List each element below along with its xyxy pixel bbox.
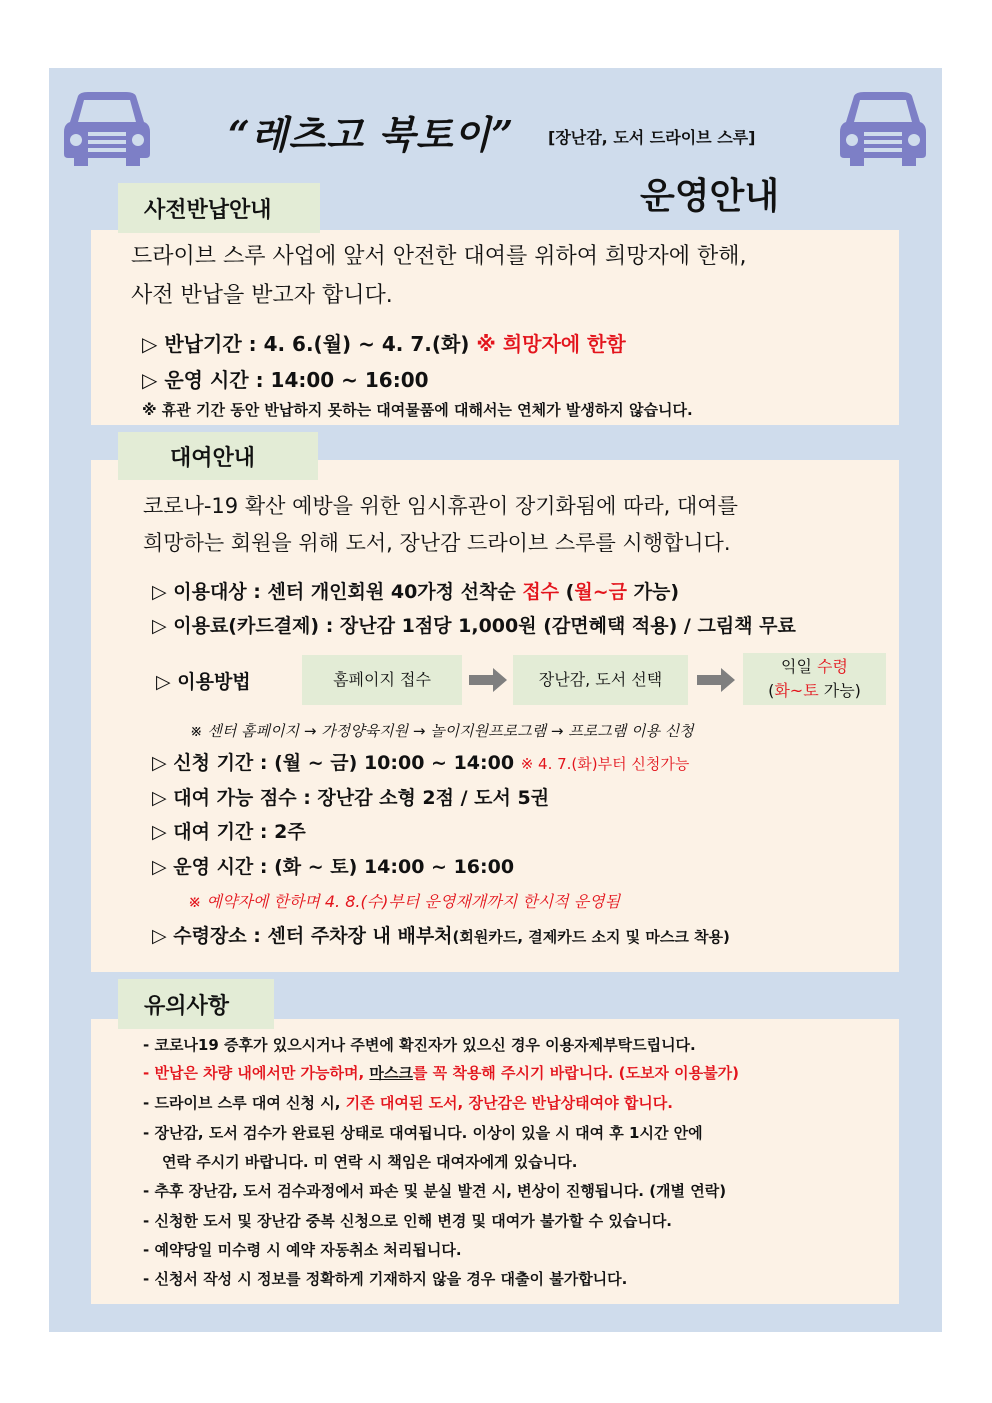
flow-paren: ( [768,681,775,700]
caution-item-3-b: 기존 대여된 도서, 장난감은 반납상태여야 합니다. [345,1094,673,1112]
caution-item-2-a: - 반납은 차량 내에서만 가능하며, [143,1064,365,1082]
return-period-note: ※ 희망자에 한함 [476,332,626,356]
bullet: ▷ [152,752,167,774]
caution-item-3 [143,1092,673,1113]
flow-step-select: 장난감, 도서 선택 [513,655,688,705]
rental-hours [152,852,514,879]
page-title: “레츠고 북토이” [228,112,515,157]
rental-place [152,921,730,948]
rental-path-note: ※ 센터 홈페이지 → 가정양육지원 → 놀이지원프로그램 → 프로그램 이용 신청 [190,722,694,740]
rental-hours-note: ※ 예약자에 한하며 4. 8.(수)부터 운영재개까지 한시적 운영됨 [188,892,621,911]
caution-item-1: - 코로나19 증후가 있으시거나 주변에 확진자가 있으신 경우 이용자제부탁드립니다. [143,1036,696,1054]
rental-target [152,577,679,604]
rental-count-text: 대여 가능 점수 : 장난감 소형 2점 / 도서 5권 [173,787,550,809]
caution-item-2-mask: 마스크 [369,1064,413,1082]
rental-target-text: 이용대상 : 센터 개인회원 40가정 선착순 [173,581,516,603]
rental-place-text: 수령장소 : 센터 주차장 내 배부처 [173,925,453,947]
caution-item-4-line1: - 장난감, 도서 검수가 완료된 상태로 대여됩니다. 이상이 있을 시 대여 후 1시간 안에 [143,1124,703,1142]
rental-intro-line2: 희망하는 회원을 위해 도서, 장난감 드라이브 스루를 시행합니다. [143,531,731,555]
page-subtitle: [장난감, 도서 드라이브 스루] [548,128,756,147]
caution-item-2 [143,1062,739,1083]
return-hours-text: 운영 시간 : 14:00 ~ 16:00 [164,368,429,392]
rental-hours-text: 운영 시간 : (화 ~ 토) 14:00 ~ 16:00 [173,856,515,878]
rental-method-label: 이용방법 [177,671,251,693]
return-period [142,328,626,357]
car-icon [840,92,926,166]
bullet: ▷ [142,332,158,356]
rental-duration [152,817,306,844]
flow-days: 화~토 [774,681,819,700]
rental-target-paren: ( [565,581,575,603]
return-intro-line2: 사전 반납을 받고자 합니다. [131,283,393,308]
caution-item-2-c: 를 꼭 착용해 주시기 바랍니다. (도보자 이용불가) [412,1064,739,1082]
caution-item-7: - 예약당일 미수령 시 예약 자동취소 처리됩니다. [143,1241,462,1259]
rental-target-accept: 접수 [522,581,560,603]
rental-method [156,667,251,694]
caution-item-6: - 신청한 도서 및 장난감 중복 신청으로 인해 변경 및 대여가 불가할 수 있습니다. [143,1212,673,1230]
rental-apply-note: ※ 4. 7.(화)부터 신청가능 [520,755,690,773]
bullet: ▷ [152,925,167,947]
flow-next-day: 익일 [781,657,812,676]
caution-item-4-line2: 연락 주시기 바랍니다. 미 연락 시 책임은 대여자에게 있습니다. [162,1153,578,1171]
rental-duration-text: 대여 기간 : 2주 [173,821,306,843]
rental-apply-text: 신청 기간 : (월 ~ 금) 10:00 ~ 14:00 [173,752,515,774]
caution-item-8: - 신청서 작성 시 정보를 정확하게 기재하지 않을 경우 대출이 불가합니다. [143,1270,628,1288]
flow-step-pickup [743,653,886,705]
bullet: ▷ [152,787,167,809]
rental-count [152,783,549,810]
caution-tab: 유의사항 [118,979,274,1029]
car-icon [64,92,150,166]
caution-item-3-a: - 드라이브 스루 대여 신청 시, [143,1094,341,1112]
bullet: ▷ [142,368,158,392]
rental-target-days: 월~금 [574,581,627,603]
caution-item-5: - 추후 장난감, 도서 검수과정에서 파손 및 분실 발견 시, 변상이 진행됩니다. (개별 연락) [143,1182,727,1200]
bullet: ▷ [152,581,167,603]
rental-fee [152,611,796,638]
return-tab: 사전반납안내 [118,183,320,233]
arrow-right-icon [697,668,735,692]
return-hours [142,364,429,393]
rental-place-note: (회원카드, 결제카드 소지 및 마스크 착용) [452,928,730,946]
bullet: ▷ [152,821,167,843]
flow-step-pickup-line2 [768,679,861,703]
flow-receive: 수령 [817,657,848,676]
operation-heading: 운영안내 [640,176,780,217]
rental-intro-line1: 코로나-19 확산 예방을 위한 임시휴관이 장기화됨에 따라, 대여를 [143,494,738,518]
bullet: ▷ [152,856,167,878]
rental-fee-text: 이용료(카드결제) : 장난감 1점당 1,000원 (감면혜택 적용) / 그림책 무료 [173,615,796,637]
return-notice: ※ 휴관 기간 동안 반납하지 못하는 대여물품에 대해서는 연체가 발생하지 않습니다. [142,401,693,419]
rental-tab: 대여안내 [118,432,318,480]
flow-possible: 가능) [823,681,861,700]
return-intro-line1: 드라이브 스루 사업에 앞서 안전한 대여를 위하여 희망자에 한해, [131,244,747,269]
bullet: ▷ [156,671,171,693]
rental-apply-period [152,748,689,775]
bullet: ▷ [152,615,167,637]
rental-target-possible: 가능) [633,581,680,603]
flow-step-homepage: 홈페이지 접수 [302,655,462,705]
arrow-right-icon [469,668,507,692]
flow-step-pickup-line1 [781,655,848,679]
return-period-label: 반납기간 : 4. 6.(월) ~ 4. 7.(화) [164,332,470,356]
